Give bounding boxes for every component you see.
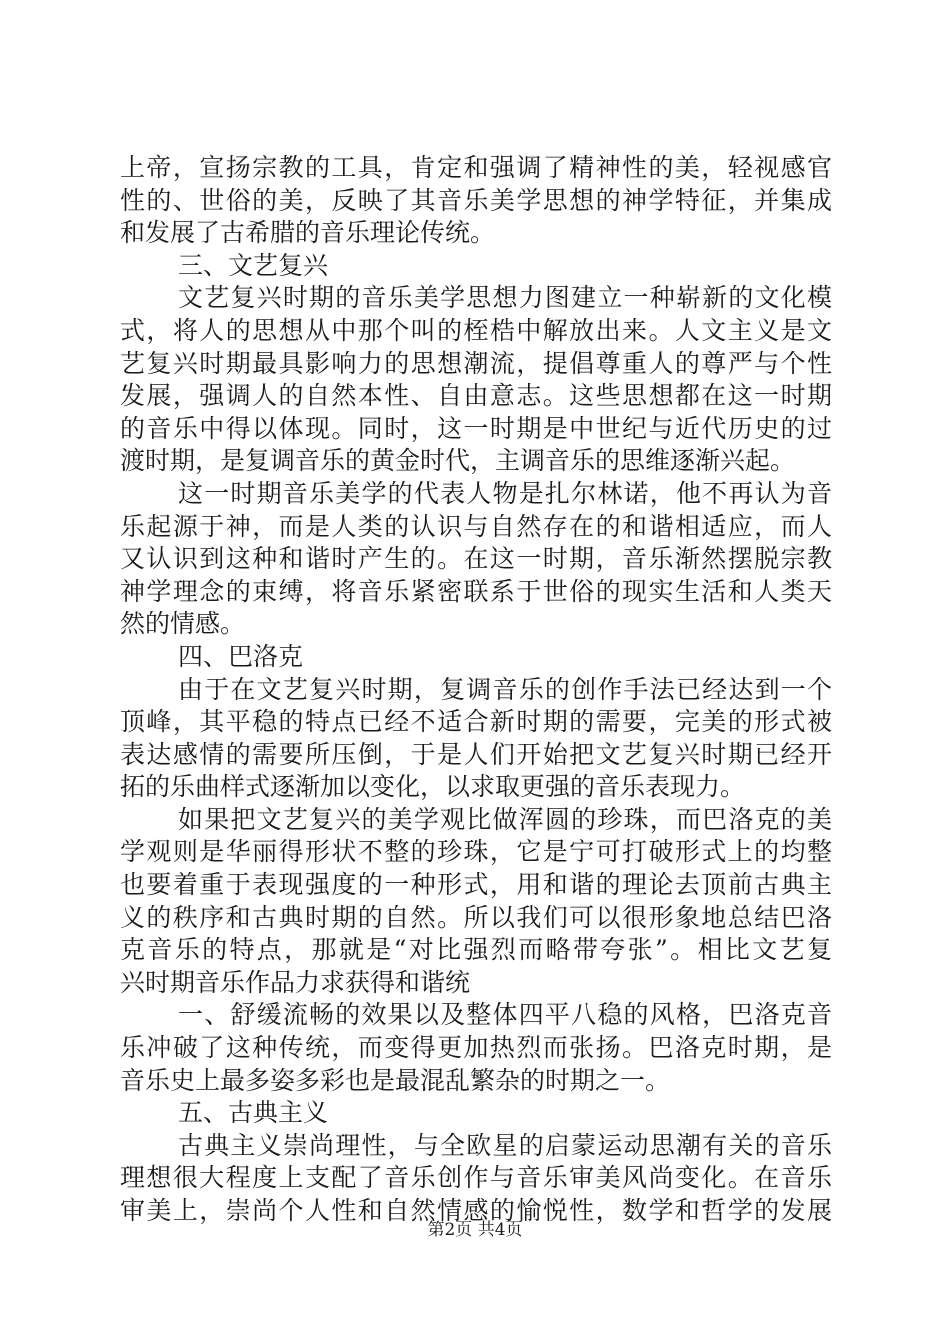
text-line: 发展，强调人的自然本性、自由意志。这些思想都在这一时期 — [120, 381, 832, 411]
text-line: 一、舒缓流畅的效果以及整体四平八稳的风格，巴洛克音 — [178, 1000, 832, 1030]
text-line: 三、文艺复兴 — [178, 250, 329, 280]
text-line: 艺复兴时期最具影响力的思想潮流，提倡尊重人的尊严与个性 — [120, 348, 832, 378]
text-line: 又认识到这种和谐时产生的。在这一时期，音乐渐然摆脱宗教 — [120, 544, 832, 574]
document-body — [120, 152, 832, 1228]
text-line: 和发展了古希腊的音乐理论传统。 — [120, 218, 496, 248]
text-line: 乐冲破了这种传统，而变得更加热烈而张扬。巴洛克时期，是 — [120, 1033, 832, 1063]
text-line: 五、古典主义 — [178, 1098, 329, 1128]
text-line: 然的情感。 — [120, 609, 246, 639]
text-line: 的音乐中得以体现。同时，这一时期是中世纪与近代历史的过 — [120, 413, 832, 443]
text-line: 式，将人的思想从中那个叫的桎梏中解放出来。人文主义是文 — [120, 315, 832, 345]
text-line: 拓的乐曲样式逐渐加以变化，以求取更强的音乐表现力。 — [120, 772, 746, 802]
text-line: 神学理念的束缚，将音乐紧密联系于世俗的现实生活和人类天 — [120, 576, 832, 606]
text-line: 乐起源于神，而是人类的认识与自然存在的和谐相适应，而人 — [120, 511, 832, 541]
text-line: 理想很大程度上支配了音乐创作与音乐审美风尚变化。在音乐 — [120, 1163, 832, 1193]
text-line: 文艺复兴时期的音乐美学思想力图建立一种崭新的文化模 — [178, 283, 832, 313]
text-line: 学观则是华丽得形状不整的珍珠，它是宁可打破形式上的均整 — [120, 837, 832, 867]
text-line: 渡时期，是复调音乐的黄金时代，主调音乐的思维逐渐兴起。 — [120, 446, 796, 476]
text-line: 顶峰，其平稳的特点已经不适合新时期的需要，完美的形式被 — [120, 707, 832, 737]
text-line: 兴时期音乐作品力求获得和谐统 — [120, 967, 471, 997]
text-line: 克音乐的特点，那就是“对比强烈而略带夸张”。相比文艺复 — [120, 935, 832, 965]
text-line: 如果把文艺复兴的美学观比做浑圆的珍珠，而巴洛克的美 — [178, 804, 832, 834]
text-line: 四、巴洛克 — [178, 641, 304, 671]
text-line: 性的、世俗的美，反映了其音乐美学思想的神学特征，并集成 — [120, 185, 832, 215]
text-line: 也要着重于表现强度的一种形式，用和谐的理论去顶前古典主 — [120, 870, 832, 900]
text-line: 这一时期音乐美学的代表人物是扎尔林诺，他不再认为音 — [178, 478, 832, 508]
text-line: 表达感情的需要所压倒，于是人们开始把文艺复兴时期已经开 — [120, 739, 832, 769]
text-line: 审美上，崇尚个人性和自然情感的愉悦性，数学和哲学的发展 — [120, 1196, 832, 1225]
text-line: 义的秩序和古典时期的自然。所以我们可以很形象地总结巴洛 — [120, 902, 832, 932]
text-line: 由于在文艺复兴时期，复调音乐的创作手法已经达到一个 — [178, 674, 832, 704]
text-line: 音乐史上最多姿多彩也是最混乱繁杂的时期之一。 — [120, 1065, 671, 1095]
page-footer: 第2页 共4页 — [427, 1220, 523, 1240]
text-line: 古典主义崇尚理性，与全欧星的启蒙运动思潮有关的音乐 — [178, 1130, 832, 1160]
text-line: 上帝，宣扬宗教的工具，肯定和强调了精神性的美，轻视感官 — [120, 153, 832, 182]
